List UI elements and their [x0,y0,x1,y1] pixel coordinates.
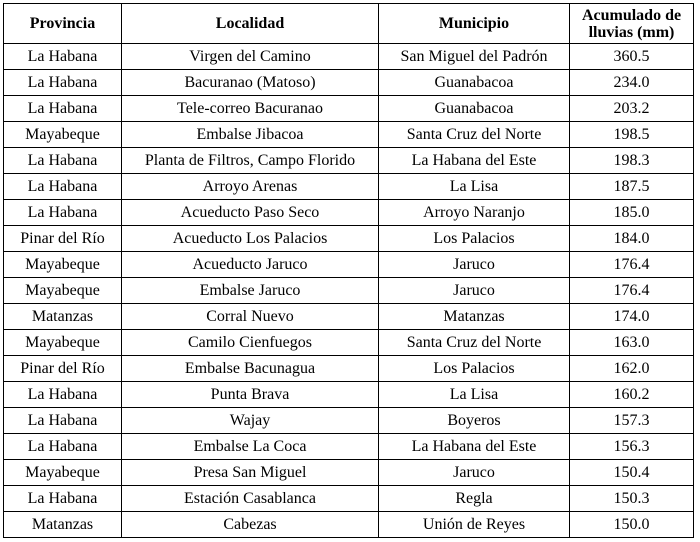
table-row [4,122,694,148]
cell-acumulado: 203.2 [570,96,694,122]
table-row [4,434,694,460]
cell-acumulado: 184.0 [570,226,694,252]
cell-acumulado: 150.4 [570,460,694,486]
table-row [4,174,694,200]
cell-acumulado: 157.3 [570,408,694,434]
table-row [4,408,694,434]
cell-provincia: La Habana [4,96,122,122]
cell-provincia: Mayabeque [4,122,122,148]
cell-provincia: Mayabeque [4,278,122,304]
cell-municipio: Unión de Reyes [379,512,570,538]
cell-provincia: Mayabeque [4,460,122,486]
cell-municipio: Los Palacios [379,356,570,382]
header-localidad: Localidad [122,4,379,44]
cell-acumulado: 176.4 [570,252,694,278]
cell-localidad: Embalse La Coca [122,434,379,460]
table-row [4,200,694,226]
table-row [4,356,694,382]
table-row [4,486,694,512]
cell-localidad: Acueducto Los Palacios [122,226,379,252]
cell-localidad: Embalse Jaruco [122,278,379,304]
cell-municipio: La Lisa [379,174,570,200]
table-row [4,148,694,174]
cell-municipio: Arroyo Naranjo [379,200,570,226]
rainfall-table [3,3,694,538]
cell-municipio: Jaruco [379,252,570,278]
cell-municipio: Santa Cruz del Norte [379,122,570,148]
cell-provincia: La Habana [4,44,122,70]
cell-acumulado: 156.3 [570,434,694,460]
cell-localidad: Presa San Miguel [122,460,379,486]
cell-municipio: Guanabacoa [379,96,570,122]
cell-acumulado: 163.0 [570,330,694,356]
cell-acumulado: 150.0 [570,512,694,538]
table-header-row [4,4,694,44]
cell-localidad: Camilo Cienfuegos [122,330,379,356]
cell-municipio: Regla [379,486,570,512]
cell-acumulado: 176.4 [570,278,694,304]
rainfall-table-container [3,3,694,538]
table-row [4,382,694,408]
cell-acumulado: 198.3 [570,148,694,174]
cell-provincia: Pinar del Río [4,226,122,252]
table-row [4,460,694,486]
cell-municipio: La Habana del Este [379,148,570,174]
cell-municipio: San Miguel del Padrón [379,44,570,70]
cell-provincia: La Habana [4,200,122,226]
cell-municipio: Matanzas [379,304,570,330]
cell-provincia: Mayabeque [4,252,122,278]
header-provincia: Provincia [4,4,122,44]
cell-provincia: La Habana [4,174,122,200]
table-row [4,278,694,304]
cell-acumulado: 162.0 [570,356,694,382]
cell-municipio: Jaruco [379,278,570,304]
cell-acumulado: 360.5 [570,44,694,70]
cell-localidad: Acueducto Jaruco [122,252,379,278]
cell-provincia: La Habana [4,408,122,434]
cell-localidad: Wajay [122,408,379,434]
cell-localidad: Estación Casablanca [122,486,379,512]
cell-provincia: La Habana [4,486,122,512]
cell-acumulado: 185.0 [570,200,694,226]
cell-acumulado: 174.0 [570,304,694,330]
cell-localidad: Planta de Filtros, Campo Florido [122,148,379,174]
cell-localidad: Punta Brava [122,382,379,408]
cell-localidad: Virgen del Camino [122,44,379,70]
table-row [4,252,694,278]
cell-provincia: Matanzas [4,512,122,538]
cell-municipio: Boyeros [379,408,570,434]
table-row [4,70,694,96]
table-row [4,96,694,122]
table-body [4,44,694,538]
cell-localidad: Embalse Bacunagua [122,356,379,382]
cell-municipio: Jaruco [379,460,570,486]
cell-provincia: La Habana [4,434,122,460]
cell-localidad: Acueducto Paso Seco [122,200,379,226]
cell-localidad: Tele-correo Bacuranao [122,96,379,122]
cell-provincia: Matanzas [4,304,122,330]
cell-localidad: Cabezas [122,512,379,538]
cell-municipio: Santa Cruz del Norte [379,330,570,356]
cell-provincia: Mayabeque [4,330,122,356]
header-municipio: Municipio [379,4,570,44]
cell-provincia: La Habana [4,382,122,408]
cell-localidad: Corral Nuevo [122,304,379,330]
table-row [4,512,694,538]
cell-provincia: Pinar del Río [4,356,122,382]
cell-provincia: La Habana [4,148,122,174]
cell-municipio: Guanabacoa [379,70,570,96]
table-row [4,226,694,252]
cell-acumulado: 187.5 [570,174,694,200]
header-acumulado: Acumulado de lluvias (mm) [570,4,694,44]
cell-acumulado: 234.0 [570,70,694,96]
table-row [4,304,694,330]
table-row [4,44,694,70]
cell-municipio: La Lisa [379,382,570,408]
cell-localidad: Embalse Jibacoa [122,122,379,148]
cell-localidad: Bacuranao (Matoso) [122,70,379,96]
cell-acumulado: 198.5 [570,122,694,148]
cell-localidad: Arroyo Arenas [122,174,379,200]
cell-acumulado: 160.2 [570,382,694,408]
cell-provincia: La Habana [4,70,122,96]
cell-acumulado: 150.3 [570,486,694,512]
table-row [4,330,694,356]
cell-municipio: Los Palacios [379,226,570,252]
cell-municipio: La Habana del Este [379,434,570,460]
